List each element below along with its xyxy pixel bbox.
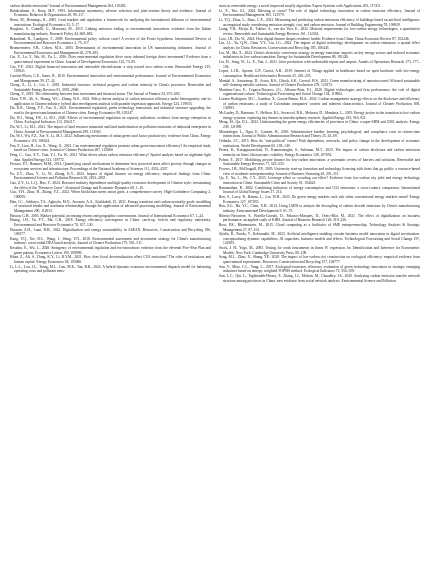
reference-text: Khan, Z., Ali, S., Dong, K.Y., Li, R.Y.M., 2021. How does fiscal decentralization affect CO2 emissions? The roles of institutions and human capital. Energy Economics 94, 105060. bbox=[10, 255, 211, 265]
reference-text: Lozano-Rodríguez, M.C., Gamboa, X., García-Benau, M.A., 2022. Carbon management strategy effects on the disclosure and efficiency of carbon emissions: a study of Colombian companies' context and inherent characteristics. Journal of Cleaner Production 368, 132893. bbox=[219, 97, 420, 111]
reference-entry bbox=[219, 148, 420, 157]
reference-entry bbox=[219, 97, 420, 111]
reference-entry bbox=[10, 255, 211, 264]
reference-text: Perera, K., Kuruppuarachchi, D., Kumarasinghe, S., Suleman, M.T., 2023. The impact of carbon disclosure and carbon emissions intensity on firms' idiosyncratic volatility. Energy Economics 128, 107053. bbox=[219, 148, 420, 157]
reference-text: Ren, S., Lorry, R., Ramm, L., Lin, W.H., 2023. Do green energy markets curb risk when conventional energy markets mean? Energy Economics 127, 107035. bbox=[219, 194, 420, 204]
reference-entry bbox=[219, 176, 420, 185]
reference-text: Powers, J.B., McDougall, P.P., 2005. University start-up formation and technology licensing with firms that go public: a resource-based view of academic entrepreneurship. Journal of Business Venturing 20, 291–311. bbox=[219, 166, 420, 176]
reference-text: McCauley, D., Ramasar, V., Heffron, R.J., Sovacool, B.K., Mebratu, D., Mundaca, L., 2019. Energy justice in the transition to low-carbon energy systems: exploring key themes in interdisciplinary research. Applied Energy 233, 916–921. bbox=[219, 111, 420, 120]
reference-entry bbox=[219, 158, 420, 167]
reference-entry bbox=[219, 204, 420, 213]
reference-text: Balakrishnan, S., Koza, M.P., 1993. Information asymmetry, adverse selection and joint-venture theory and evidence. Journal of Economic Behavior & Organization 20, 99–117. bbox=[10, 8, 211, 18]
references-right-column bbox=[219, 4, 420, 562]
reference-text: Kang, Y.Q., Xie, B.C., Wang, J., Wang, Y.N., 2018. Environmental assessment and investment strategy for China's manufacturing industry: a non-radial DEA based analysis. Journal of Cleaner Production 175, 501–511. bbox=[10, 236, 211, 246]
reference-entry bbox=[219, 69, 420, 78]
reference-text: Beise, M., Rennings, K., 2005. Lead markets and regulation: a framework for analyzing the international diffusion of environmental innovations. Ecological Economics 52, 5–17. bbox=[10, 17, 211, 27]
reference-entry bbox=[10, 27, 211, 36]
reference-entry bbox=[219, 9, 420, 18]
reference-entry bbox=[10, 237, 211, 246]
reference-entry bbox=[10, 218, 211, 227]
reference-text: Li, L.L., Lou, J.L., Tseng, M.L., Lim, M.K., Tan, R.R., 2022. A hybrid dynamic economic environmental dispatch model for balancing operating costs and pollutant emis- bbox=[10, 264, 211, 274]
reference-text: Chen, Y.W., Ali, S., Huang, W.C., Zhang, W.S., 2022. Policy-driven analysis of carbon emission efficiency under heterogeneity and its application in Chinese industry: hybrid data envelopment analysis with quantile regression approach. Energy 224, 119033. bbox=[10, 97, 211, 106]
reference-text: Hassan, G.H., 2005. Market potential, increasing returns and geographic concentration. Journal of International Economics 67, 1–24. bbox=[10, 213, 204, 218]
reference-text: Ren, S.G., Hu, Y.C., Chen, X.H., 2014. Using LMDI to analyze the decoupling of carbon dioxide emissions by China's manufacturing industry. Environmental Development 9, 61–75. bbox=[219, 204, 420, 213]
reference-text: Fan, F., Lian, H., Liu, X., Wang, X., 2021. Can environmental regulation promote urban green innovation efficiency? An empirical study based on Chinese cities. Journal of Cleaner Production 287, 125060. bbox=[10, 143, 211, 153]
reference-entry bbox=[10, 200, 211, 214]
references-left-column bbox=[10, 4, 211, 562]
reference-text: Song, M.L., Zhao, X., Shang, Y.P., 2020. The impact of low-carbon city construction on ecological efficiency: empirical evidence from quasi-natural experiments. Resources, Conservation and Recycling 157, 104777. bbox=[219, 255, 420, 265]
reference-entry bbox=[219, 195, 420, 204]
reference-text: Liang, Y.H., Kleijn, R., Tukker, A., van der Voet, E., 2022. Material requirements for low-carbon energy technologies: a quantitative review. Renewable and Sustainable Energy Reviews 161, 112334. bbox=[219, 27, 420, 36]
reference-entry bbox=[219, 88, 420, 97]
reference-entry bbox=[10, 265, 211, 274]
reference-entry bbox=[219, 214, 420, 223]
reference-text: Guo, Y.H., Zhao, H., Zhang, Y.Z., 2022. When blockchain meets smart grids: a comprehensive survey. High-Confidence Computing 2, 100059. bbox=[10, 190, 211, 199]
reference-text: Lin, J.L., Yu, Q.W., Chen, Y.Y., Liu, J.G., 2022. The impact of digital technology development on carbon emissions: a spatial effect analysis for China. Resources, Conservation and Recycling 185, 106445. bbox=[219, 41, 420, 50]
reference-text: Ramanathan, R., 2002. Combining indicators of energy consumption and CO2 emissions: a cross-country comparison. International Journal of Global Energy Issues 17, 214. bbox=[219, 185, 420, 195]
reference-text: Du, W.J., Wang, F.R., Li, M.J., 2020. Effects of environmental regulation on capacity utilization: evidence from energy enterprises in China. Ecological Indicators 113, 106217. bbox=[10, 115, 211, 125]
reference-entry bbox=[219, 255, 420, 264]
reference-entry bbox=[10, 190, 211, 199]
reference-text: Huang, J.H., Yu, Y.T., Ma, C.B., 2018. Energy efficiency convergence in China: catch-up, lock-in and regulatory uniformity. Environmental and Resource Economics 70, 107–130. bbox=[10, 218, 211, 227]
reference-entry bbox=[219, 27, 420, 36]
reference-text: Borghesi, S., Cainelli, G., Mazzanti, M., 2015. Linking emission trading to environmental innovation: evidence from the Italian manufacturing industry. Research Policy 44, 669–683. bbox=[10, 27, 211, 36]
reference-text: Gao, Z.Y., Li, L.Q., Hao, Y., 2024. Resource industry dependence and high-quality economic development of Chinese style: reexamining the effect of the "Resource Curse". Structural Change and Economic Dynamics 68, 1–16. bbox=[10, 180, 211, 190]
reference-entry bbox=[10, 125, 211, 134]
reference-entry bbox=[10, 46, 211, 55]
reference-entry bbox=[10, 18, 211, 27]
reference-entry bbox=[10, 55, 211, 64]
reference-entry bbox=[10, 181, 211, 190]
reference-text: Ross, P.K., Blumenstein, M., 2015. Cloud computing as a facilitator of SME entrepreneurship. Technology Analysis & Strategic Management 27, 87–101. bbox=[219, 222, 420, 232]
reference-entry bbox=[10, 246, 211, 255]
reference-entry bbox=[219, 246, 420, 255]
reference-text: Sun, Y., Miao, C.L., Yang, L., 2017. Ecological-economic efficiency evaluation of green technology innovation in strategic emerging industries based on entropy weighted TOPSIS method. Ecological Indicators 73, 554–558. bbox=[219, 264, 420, 274]
reference-text: Lopez, L.J.R., Aponte, G.P., Garcia, A.R., 2019. Internet of Things applied in healthcare based on open hardware with low-energy consumption. Healthcare Informatics Research 25, 230–235. bbox=[219, 69, 420, 78]
reference-text: Han, J.C., Adebayo, T.S., Agboola, M.O., Awosusi, A.A., Kirikkaleli, D., 2021. Energy transition and carbon neutrality goals: modelling of structural breaks and nonlinear relationships through the application of advanced processing modelling. Journal of Environmental Management 290, 112613. bbox=[10, 199, 211, 213]
reference-entry bbox=[10, 106, 211, 115]
reference-entry bbox=[219, 265, 420, 274]
reference-entry bbox=[10, 9, 211, 18]
reference-text: Polzin, F., 2017. Mobilizing private finance for low-carbon innovation: a systematic review of barriers and solutions. Renewable and Sustainable Energy Reviews 77, 525–535. bbox=[219, 157, 420, 167]
reference-entry bbox=[10, 74, 211, 83]
reference-text: Kesidou, E., Wu, L., 2020. Stringency of environmental regulation and eco-innovation: evidence from the eleventh Five-Year Plan and green patents. Economics Letters 190, 109090. bbox=[10, 246, 211, 255]
reference-text: Mandal, S., Saravanan, D., Arora, R.S., Ghosh, S.K., Grewal, H.S., 2021. Green manufacturing of nanostructured Al-based sustainable self-cleaning metallic surfaces. Journal of Cleaner Production 278, 123373. bbox=[219, 78, 420, 88]
reference-text: Cai, X., Lu, Y., Wu, M., Yu, L., 2016. Does environmental regulation drive away inbound foreign direct investment? Evidence from a quasi-natural experiment in China. Journal of Development Economics 123, 73–85. bbox=[10, 55, 211, 64]
reference-text: Du, K.R., Cheng, Y.Y., Yao, X., 2021. Environmental regulation, green technology innovation, and industrial structure upgrading: the road to the green transformation of Chinese cities. Energy Economics 98, 105247. bbox=[10, 106, 211, 116]
reference-entry bbox=[10, 83, 211, 92]
reference-text: Liao, J.B., Du, W., 2024. How digital finance shapes residents' health: Evidence from China. China Economic Review 87, 102246. bbox=[219, 36, 410, 41]
reference-text: Du, W.J., Wu, F.Z., Xie, Y., Li, M.J., 2022. Influencing mechanism of urban green total factor productivity: evidence from China. Energy Economics 118, 106424. bbox=[10, 134, 211, 144]
reference-entry bbox=[219, 232, 420, 246]
reference-text: Ribeiro-Navarrete, S., Botella-Carrubi, D., Palacios-Marqués, D., Orero-Blat, M., 2021. The effect of digitalization on business performance: an applied study of KIBS. Journal of Business Research 126, 319–326. bbox=[219, 213, 420, 223]
reference-text: Du, W.J., Li, M.J., 2021. The impact of land resource mismatch and land marketization on pollution emissions of industrial enterprises in China. Journal of Environmental Management 299, 113565. bbox=[10, 125, 211, 134]
reference-text: Li, X., Yue, S.J., 2024. Blessing or curse? The role of digital technology innovation in carbon emission efficiency. Journal of Environmental Management 365, 121579. bbox=[219, 8, 420, 18]
reference-entry bbox=[219, 18, 420, 27]
reference-entry bbox=[219, 139, 420, 148]
reference-entry bbox=[10, 116, 211, 125]
reference-text: Qu, F., Xu, L., He, C.Y., 2023. Leverage effect or crowding out effect? Evidence from low-carbon city pilot and energy technology innovation in China. Sustainable Cities and Society 91, 104423. bbox=[219, 176, 420, 185]
reference-entry bbox=[10, 65, 211, 74]
reference-entry bbox=[10, 37, 211, 46]
reference-text: Sun, L.C., Qin, L., Taghizadeh-Hesary, F., Zhang, J.J., Mohsin, M., Chaudhry, I.S., 2020. Analyzing carbon emission transfer network structure among provinces in China: new evidence from social network analysis. Environmental Science and Pollution bbox=[219, 274, 420, 283]
reference-text: Carrión-Flores, C.E., Innes, R., 2010. Environmental innovation and environmental performance. Journal of Environmental Economics and Management 59, 27–42. bbox=[10, 73, 211, 83]
reference-entry bbox=[10, 153, 211, 162]
reference-text: sions in renewable energy: a novel improved mayfly algorithm. Expert Systems with Applications 203, 117411. bbox=[219, 4, 382, 8]
reference-entry bbox=[219, 60, 420, 69]
reference-text: Cheng, Y., 2019. The relationship between firm investment and financial status. The Journal of Finance 54, 673–692. bbox=[10, 92, 181, 97]
reference-entry bbox=[219, 274, 420, 283]
reference-text: Sjödin, D., Parida, V., Kohtamäki, M., 2023. Artificial intelligence enabling circular business model innovation in digital servitization: conceptualizing dynamic capabilities, AI capacities, business models and effects. Technological Forecasting and Social Change 197, 122903. bbox=[219, 232, 420, 246]
reference-text: Liu, M., Ma, X., 2024. China's electricity conversion strategy in energy transition: impacts on key energy sectors and induced economic imbalances in low-carbon transition. Energy for Sustainable Development 80, 101426. bbox=[219, 50, 420, 60]
reference-entry bbox=[219, 51, 420, 60]
reference-text: Cheng, Z., Li, L., Liu, J., 2018. Industrial structure, technical progress and carbon intensity in China's provinces. Renewable and Sustainable Energy Reviews 81, 2935–2946. bbox=[10, 83, 211, 92]
reference-text: Meng, M., Qu, D.L., 2022. Understanding the green energy efficiencies of provinces in China: a super-SBM and GML analysis. Energy 239, 121989. bbox=[219, 120, 420, 130]
reference-entry bbox=[10, 134, 211, 143]
reference-text: Brännlund, R., Lundgren, T., 2009. Environmental policy without costs? A review of the Porter hypothesis. International Review of Environmental and Resource Economics 3, 75–117. bbox=[10, 36, 211, 46]
reference-entry bbox=[219, 167, 420, 176]
reference-text: Li, Y.Q., Zhou, L., Zhao, C.X., 2023. Measuring and predicting carbon emissions efficiency of buildings based on artificial intelligence: an empirical study considering emission strength, cost, and carbon emission. Journal of Building Engineering 78, 106929. bbox=[219, 17, 420, 27]
reference-entry bbox=[219, 186, 420, 195]
reference-entry bbox=[10, 97, 211, 106]
reference-text: Feng, C., Gao, X.Y., Tian, Y.J., Fu, W., 2021. What drives urban carbon emission efficiency? Spatial analysis based on nighttime light data. Applied Energy 312, 118772. bbox=[10, 153, 211, 162]
reference-text: Fu, Z.T., Zhou, Y., Li, W., Zhong, K.Y., 2023. Impact of digital finance on energy efficiency: empirical findings from China. Environmental Science and Pollution Research 30, 2813–2835. bbox=[10, 171, 211, 181]
reference-text: Brunnermeier, S.B., Cohen, M.A., 2003. Determinants of environmental innovation in US manufacturing industries. Journal of Environmental Economics and Management 45, 278–293. bbox=[10, 45, 211, 55]
reference-text: Montealegre, L., Ngai, E., Carmen, H., 2016. Administrative burden: learning, psychological, and compliance costs in citizen-state interactions. Journal of Public Administration Research and Theory 25, 43–69. bbox=[219, 129, 420, 139]
reference-text: Liu, H., Song, W., Li, X., Yan, J., 2021. Joint production with undesirable inputs and outputs. Annals of Operations Research 173, 177–194. bbox=[219, 59, 420, 69]
reference-text: Oribadu, J.C., 2015. How do "non-political" issues? Path dependence, networks, and policy change in the development of economic institutions. World Development 65, 138–149. bbox=[219, 139, 420, 148]
reference-entry bbox=[10, 228, 211, 237]
reference-list-page bbox=[10, 4, 420, 562]
reference-entry bbox=[219, 130, 420, 139]
reference-text: Hussain, Z.H., Luan, B.H., 2022. Digitalization and energy sustainability in ASEAN. Resources, Conservation and Recycling 186, 106577. bbox=[10, 227, 211, 237]
reference-entry bbox=[219, 79, 420, 88]
reference-text: Cao, F.F., 2022. Digital financial innovation and renewable electrification: a step toward zero carbon ocean. Renewable Energy 215, 118921. bbox=[10, 64, 211, 74]
reference-entry bbox=[10, 172, 211, 181]
reference-entry bbox=[219, 120, 420, 129]
reference-text: Martínez-Caro, E., Cegarra-Navarro, J.G., Alfonso-Ruiz, F.J., 2020. Digital technologies and firm performance: the role of digital organisational culture. Technological Forecasting and Social Change 154, 119962. bbox=[219, 87, 420, 97]
reference-entry bbox=[10, 144, 211, 153]
reference-entry bbox=[219, 41, 420, 50]
reference-entry bbox=[10, 162, 211, 171]
reference-entry bbox=[219, 223, 420, 232]
reference-text: carbon dioxide emissions? Journal of Environmental Management 264, 110482. bbox=[10, 4, 127, 8]
reference-text: Ferraro, P.J., Hanauer, M.M., 2014. Quantifying causal mechanisms to determine how protected areas affect poverty through changes in ecosystem services and infrastructure. Proceedings of the National Academy of Sciences 111, 4332–4337. bbox=[10, 162, 211, 171]
reference-text: Stock, J. H., Yogo, M., 2005. Testing for weak instruments in linear IV regression. In: Identification and Inference for Econometric Models. New York: Cambridge University Press, 80–108. bbox=[219, 246, 420, 255]
reference-entry bbox=[219, 111, 420, 120]
